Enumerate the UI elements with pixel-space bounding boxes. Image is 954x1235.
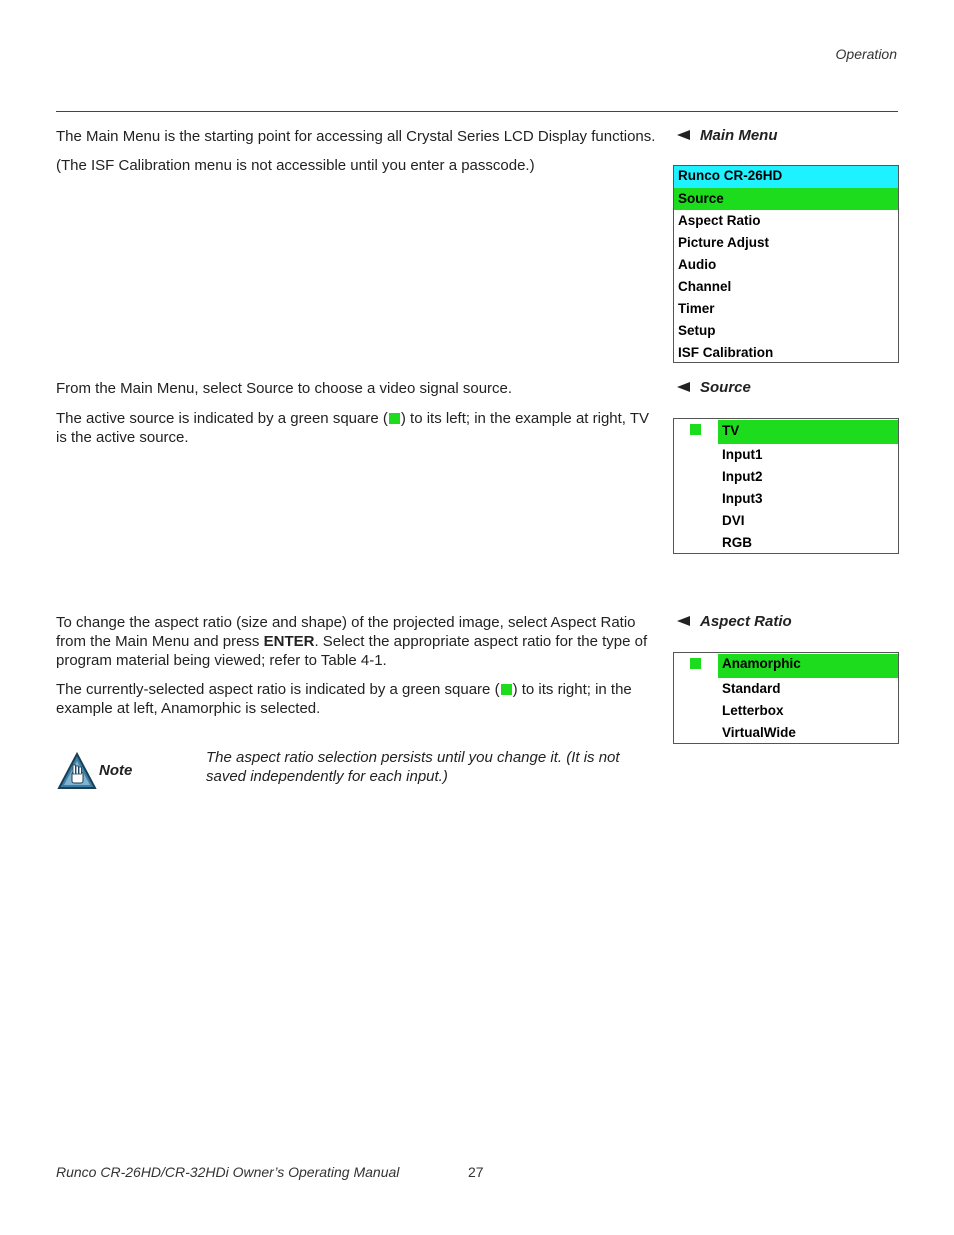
menu-item-timer[interactable]: Timer [678, 301, 715, 316]
source-paragraph-1: From the Main Menu, select Source to choose a video signal source. [56, 380, 513, 397]
source-menu-osd [673, 418, 899, 554]
aspect-item-standard[interactable] [674, 678, 898, 700]
source-item-label: DVI [722, 513, 745, 528]
header-rule [56, 111, 898, 112]
menu-item-aspect-ratio[interactable]: Aspect Ratio [678, 213, 761, 228]
source-paragraph-2-end: ) to its left; in the example at right, TV is the active source. [56, 410, 650, 446]
aspect-ratio-paragraph-1-start: To change the aspect ratio (size and shape) of the projected image, select Aspect Ratio from the Main Menu and press [56, 614, 636, 650]
source-paragraph-2-start: The active source is indicated by a green square ( [56, 410, 388, 427]
active-aspect-indicator [690, 658, 701, 669]
main-menu-paragraph-1: The Main Menu is the starting point for accessing all Crystal Series LCD Display functions. [56, 128, 656, 145]
aspect-item-label: VirtualWide [722, 725, 796, 740]
source-item-label: Input3 [722, 491, 763, 506]
aspect-ratio-paragraph-1 [56, 613, 656, 670]
footer-manual-title: Runco CR-26HD/CR-32HDi Owner’s Operating Manual [56, 1164, 400, 1180]
source-heading-text: Source [700, 379, 751, 396]
menu-item-source[interactable]: Source [674, 188, 898, 210]
aspect-ratio-heading-text: Aspect Ratio [700, 613, 792, 630]
source-description [56, 379, 656, 447]
source-item-input2[interactable] [674, 466, 898, 488]
page-number: 27 [468, 1164, 484, 1180]
aspect-item-label: Anamorphic [718, 654, 898, 678]
note-text: The aspect ratio selection persists until you change it. (It is not saved independently for each input.) [206, 749, 620, 785]
section-arrow-icon [677, 130, 690, 140]
main-menu-description [56, 127, 656, 175]
source-item-input3[interactable] [674, 488, 898, 510]
green-square-icon [501, 684, 512, 695]
aspect-ratio-paragraph-2 [56, 680, 656, 718]
section-arrow-icon [677, 616, 690, 626]
aspect-ratio-heading [677, 613, 792, 630]
main-menu-title: Runco CR-26HD [674, 166, 898, 188]
menu-item-isf-calibration[interactable]: ISF Calibration [678, 345, 774, 360]
aspect-ratio-paragraph-2-end: ) to its right; in the example at left, Anamorphic is selected. [56, 681, 632, 717]
aspect-ratio-menu-osd [673, 652, 899, 744]
source-item-tv[interactable] [674, 420, 898, 444]
source-paragraph-2 [56, 409, 656, 447]
source-item-label: TV [718, 420, 898, 444]
green-square-icon [389, 413, 400, 424]
source-item-label: Input1 [722, 447, 763, 462]
main-menu-heading-text: Main Menu [700, 127, 778, 144]
aspect-item-virtualwide[interactable] [674, 722, 898, 744]
section-arrow-icon [677, 382, 690, 392]
menu-item-setup[interactable]: Setup [678, 323, 716, 338]
aspect-item-letterbox[interactable] [674, 700, 898, 722]
aspect-item-label: Letterbox [722, 703, 784, 718]
menu-item-audio[interactable]: Audio [678, 257, 717, 272]
source-item-dvi[interactable] [674, 510, 898, 532]
main-menu-heading [677, 127, 778, 144]
aspect-ratio-description [56, 613, 656, 718]
note-hand-icon [57, 752, 97, 790]
enter-key-label: ENTER [263, 633, 315, 650]
aspect-item-anamorphic[interactable] [674, 654, 898, 678]
menu-item-picture-adjust[interactable]: Picture Adjust [678, 235, 770, 250]
source-item-rgb[interactable] [674, 532, 898, 554]
running-header: Operation [835, 46, 897, 62]
aspect-item-label: Standard [722, 681, 781, 696]
source-item-label: RGB [722, 535, 752, 550]
menu-item-channel[interactable]: Channel [678, 279, 732, 294]
source-item-label: Input2 [722, 469, 763, 484]
source-heading [677, 379, 751, 396]
aspect-ratio-paragraph-2-start: The currently-selected aspect ratio is indicated by a green square ( [56, 681, 500, 698]
note-label: Note [99, 762, 133, 779]
source-item-input1[interactable] [674, 444, 898, 466]
aspect-ratio-paragraph-1-end: . Select the appropriate aspect ratio for the type of program material being viewed; refer to Table 4-1. [56, 633, 648, 669]
main-menu-osd [673, 165, 899, 363]
active-source-indicator [690, 424, 701, 435]
main-menu-paragraph-2: (The ISF Calibration menu is not accessible until you enter a passcode.) [56, 157, 535, 174]
